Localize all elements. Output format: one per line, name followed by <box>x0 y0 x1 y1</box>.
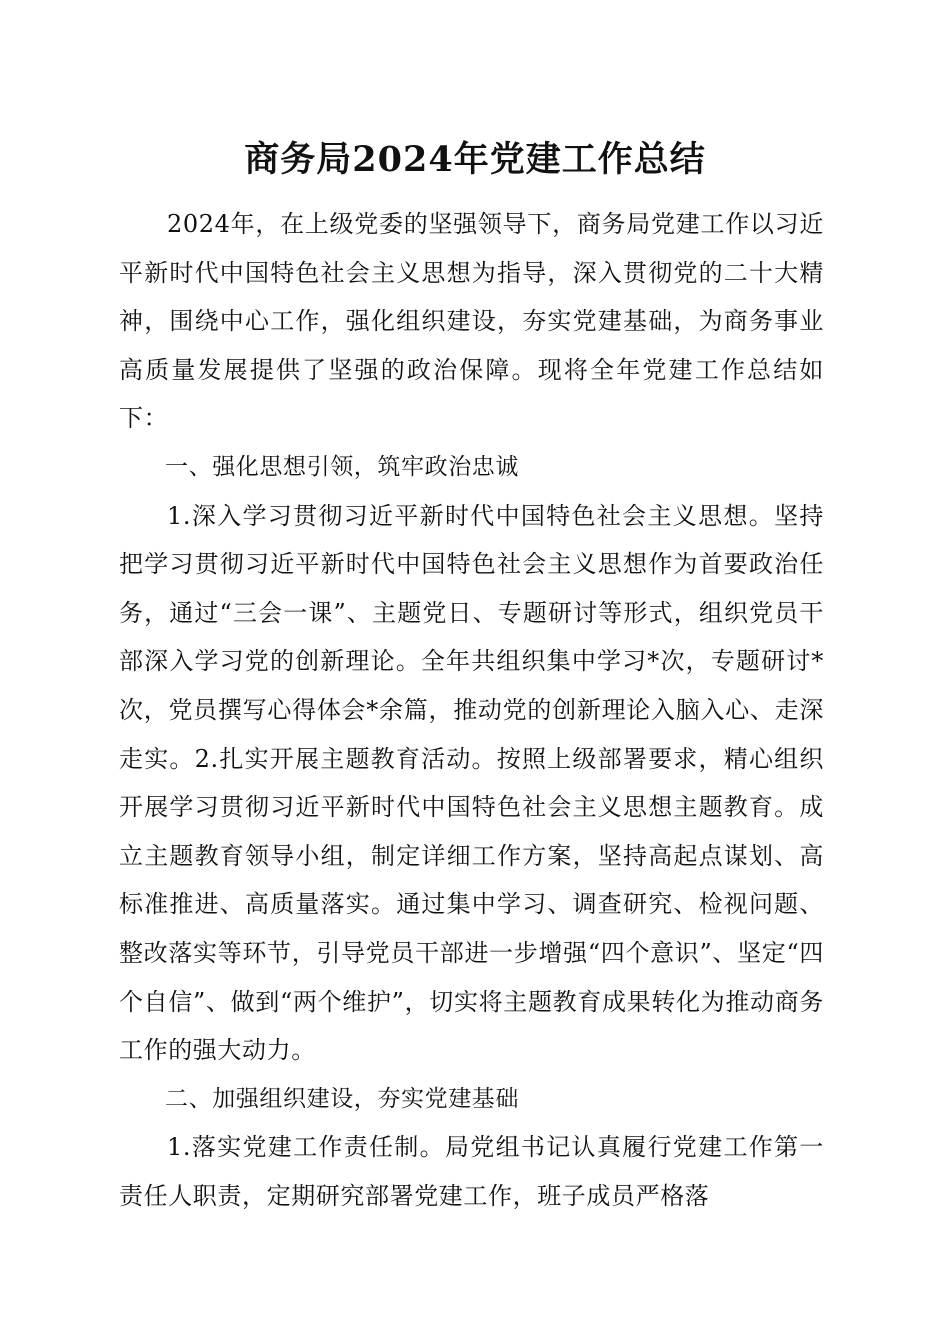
section-1-paragraph: 1.深入学习贯彻习近平新时代中国特色社会主义思想。坚持把学习贯彻习近平新时代中国特色社会主义思想作为首要政治任务，通过“三会一课”、主题党日、专题研讨等形式，组织党员干部深入学习党的创新理论。全年共组织集中学习*次，专题研讨*次，党员撰写心得体会*余篇，推动党的创新理论入脑入心、走深走实。2.扎实开展主题教育活动。按照上级部署要求，精心组织开展学习贯彻习近平新时代中国特色社会主义思想主题教育。成立主题教育领导小组，制定详细工作方案，坚持高起点谋划、高标准推进、高质量落实。通过集中学习、调查研究、检视问题、整改落实等环节，引导党员干部进一步增强“四个意识”、坚定“四个自信”、做到“两个维护”，切实将主题教育成果转化为推动商务工作的强大动力。 <box>119 501 824 1065</box>
document-title: 商务局2024年党建工作总结 <box>244 139 706 180</box>
intro-paragraph: 2024年，在上级党委的坚强领导下，商务局党建工作以习近平新时代中国特色社会主义思想为指导，深入贯彻党的二十大精神，围绕中心工作，强化组织建设，夯实党建基础，为商务事业高质量发展提供了坚强的政治保障。现将全年党建工作总结如下： <box>119 210 824 433</box>
document-body <box>119 200 824 1220</box>
section-heading-1: 一、强化思想引领，筑牢政治忠诚 <box>165 453 519 480</box>
section-2-paragraph: 1.落实党建工作责任制。局党组书记认真履行党建工作第一责任人职责，定期研究部署党建工作，班子成员严格落 <box>119 1133 824 1210</box>
section-heading-2: 二、加强组织建设，夯实党建基础 <box>165 1085 519 1112</box>
